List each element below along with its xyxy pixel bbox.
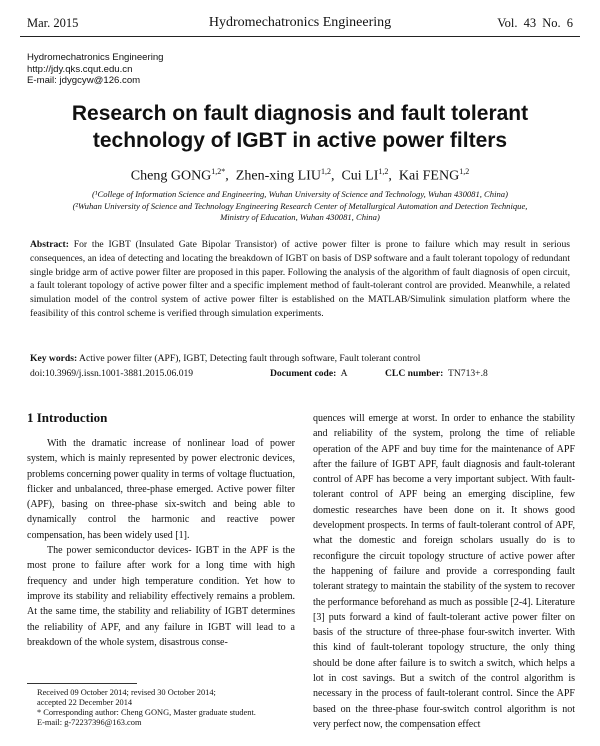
- author-name: Cui LI: [341, 168, 379, 184]
- keywords-text: Active power filter (APF), IGBT, Detecting fault through software, Fault tolerant control: [79, 353, 421, 364]
- document-code: [270, 368, 348, 379]
- journal-info-line: http://jdy.qks.cqut.edu.cn: [27, 63, 133, 75]
- clc-number: [385, 368, 488, 379]
- journal-info: [27, 52, 164, 87]
- author-name: Kai FENG: [398, 168, 460, 184]
- footnote-line: * Corresponding author: Cheng GONG, Master graduate student.: [37, 708, 256, 717]
- clc-label: CLC number:: [385, 368, 444, 379]
- title-line: technology of IGBT in active power filters: [92, 129, 508, 152]
- journal-info-line: Hydromechatronics Engineering: [27, 52, 164, 63]
- clc-value: TN713+.8: [448, 368, 488, 379]
- author-sup: 1,2: [459, 167, 470, 176]
- abstract-text: For the IGBT (Insulated Gate Bipolar Transistor) of active power filter is prone to failure which may result in serious consequences, an idea of detecting and locating the breakdown of IGBT on basis of DSP software and a fault tolerant topology of redundant single bridge arm of active power filter are proposed in this paper. Following the analysis of the algorithm of fault diagnosis of open circuit, a fault tolerant topology of active power filter and a specific implement method of fault-tolerant control are provided. Meanwhile, a related simulation model of the control system of active power filter is established on the MATLAB/Simulink simulation platform where the feasibility of this control scheme is verified through simulation experiments.: [30, 239, 570, 319]
- footnote-line: E-mail: g-72237396@163.com: [37, 718, 142, 727]
- author-name: Zhen-xing LIU: [235, 168, 321, 184]
- affiliation: (²Wuhan University of Science and Technology Engineering Research Center of Metallurgical Automation and Detection Technique, Ministry of Education, Wuhan 430081, China): [72, 200, 528, 222]
- paragraph: quences will emerge at worst. In order to enhance the stability and reliability of the system, prolong the time of reliable operation of the APF and buy time for the maintenance of APF after the failure of IGBT APF, fault diagnosis and fault-tolerant control of APF has become a very important subject. With fault-tolerant control of APF being an emerging discipline, few domestic researches have been done on it. It shows good development prospects. In terms of fault-tolerant control of APF, what the domestic and foreign scholars usually do is to reconfigure the circuit topology structure of active power after the happening of failure and provide a corresponding fault tolerant strategy to maintain the stability of the system to recover the performance beforehand as much as possible [2-4]. Literature [3] puts forward a kind of fault-tolerant active power filter on basis of the structure of three-phase four-switch inverter. With this kind of fault-tolerant topology structure, the only thing should be done after failure is to switch a switch, which helps a lot in cost savings. But a switch of the control algorithm is necessary in the process of fault-tolerant control. Since the APF based on the three-phase four-switch control algorithm is not very perfect now, the compensation effect: [313, 413, 575, 730]
- paragraph: The power semiconductor devices- IGBT in the APF is the most prone to failure after work for a long time with high frequency and under high temperature condition. Yet how to improve its stability and reliability effectively remains a problem. At the same time, the stability and reliability of IGBT determines the reliability of APF, and any failure in IGBT will lead to a breakdown of the whole system, disastrous conse-: [27, 545, 295, 648]
- title-line: Research on fault diagnosis and fault tolerant: [71, 102, 529, 125]
- author-sup: 1,2: [378, 167, 389, 176]
- journal-info-line: E-mail: jdygcyw@126.com: [27, 75, 141, 86]
- doi: doi:10.3969/j.issn.1001-3881.2015.06.019: [30, 368, 194, 379]
- document-code-label: Document code:: [270, 368, 337, 379]
- header-date: Mar. 2015: [27, 16, 79, 30]
- footnote-line: accepted 22 December 2014: [37, 698, 133, 707]
- abstract: [30, 238, 570, 321]
- header-rule: [20, 36, 580, 37]
- footnotes: [37, 688, 256, 728]
- keywords: [30, 352, 570, 365]
- header-volume: Vol. 43 No. 6: [497, 16, 573, 30]
- footnote-rule: [27, 683, 137, 684]
- author-list: Cheng $GONG^{1,2*}$, Zhen-xing LIU$^{1,2}$, Cui LI$^{1,2}$, Kai FENG$^{1,2}$: [130, 167, 470, 184]
- affiliations: [60, 189, 540, 224]
- affiliation: (¹College of Information Science and Engineering, Wuhan University of Science and Technology, Wuhan 430081, China): [92, 189, 508, 199]
- header-journal: Hydromechatronics Engineering: [208, 15, 392, 30]
- footnote-line: Received 09 October 2014; revised 30 October 2014;: [37, 688, 216, 697]
- paper-title: [0, 100, 600, 154]
- document-code-value: A: [340, 368, 348, 379]
- author-sup: 1,2*: [211, 167, 226, 176]
- section-heading: 1 Introduction: [27, 410, 108, 425]
- column-left: [27, 436, 295, 650]
- author-name: Cheng GONG: [130, 168, 212, 184]
- paragraph: With the dramatic increase of nonlinear load of power system, which is mainly represented by power electronic devices, problems concerning power quality in terms of voltage fluctuation, flicker and unbalanced, three-phase emerged. Active power filter (APF), basing on three-phase six-switch and being able to dynamically control the harmonic and reactive power compensation, has been widely used [1].: [27, 438, 295, 541]
- author-sup: 1,2: [320, 167, 331, 176]
- abstract-label: Abstract:: [30, 239, 69, 250]
- keywords-label: Key words:: [30, 353, 78, 364]
- column-right: [313, 411, 575, 732]
